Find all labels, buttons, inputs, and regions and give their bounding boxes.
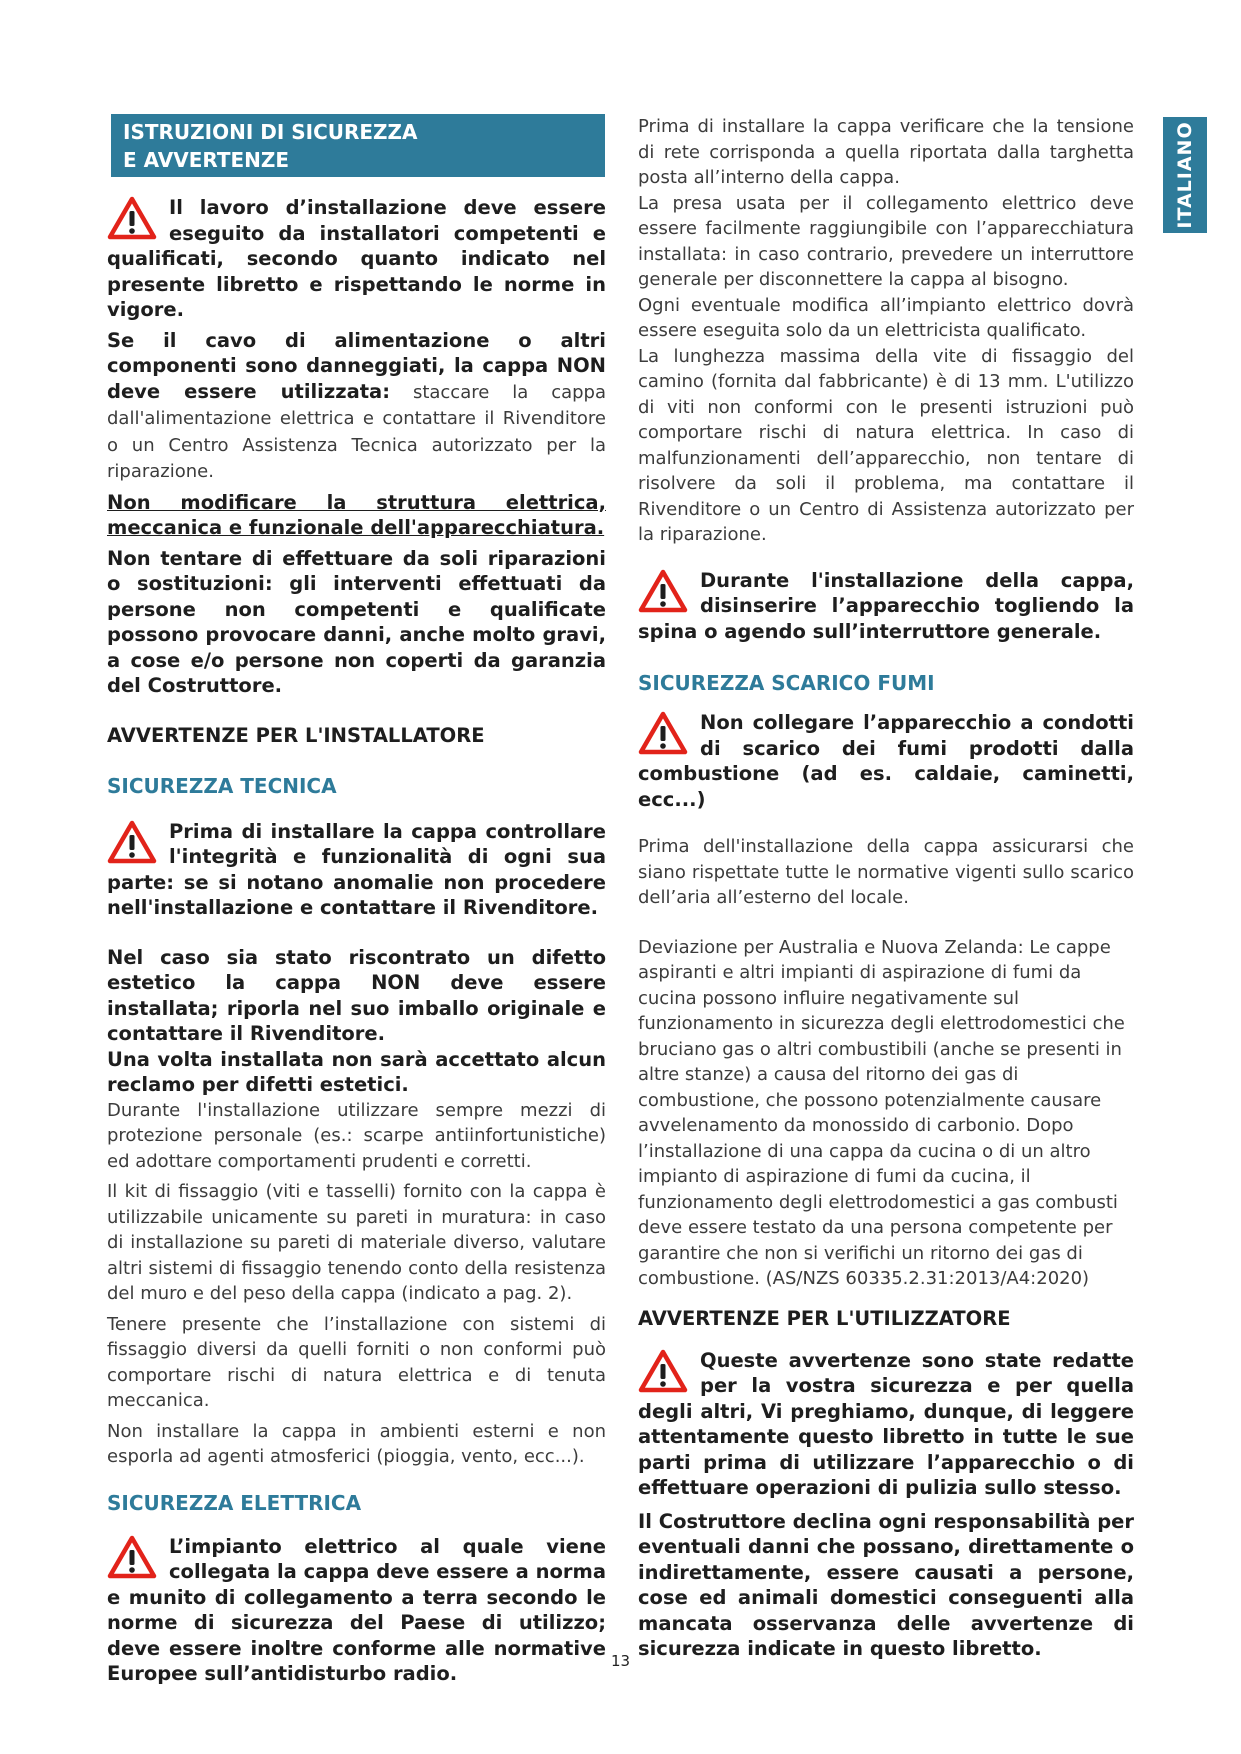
no-self-repair-paragraph: Non tentare di effettuare da soli riparazioni o sostituzioni: gli interventi effettuati da persone non competenti e qualificate possono provocare danni, anche molto gravi, a cose e/o persone non coperti da garanzia del Costruttore.	[107, 546, 606, 697]
voltage-paragraph: Prima di installare la cappa verificare che la tensione di rete corrisponda a quella riportata dalla targhetta posta all’interno della cappa.	[638, 116, 1134, 188]
do-not-modify-paragraph: Non modificare la struttura elettrica, meccanica e funzionale dell'apparecchiatura.	[107, 490, 606, 539]
regulations-paragraph: Prima dell'installazione della cappa assicurarsi che siano rispettate tutte le normative vigenti sullo scarico dell’aria all’esterno del locale.	[638, 836, 1134, 908]
disconnect-warning: Durante l'installazione della cappa, disinserire l’apparecchio togliendo la spina o agendo sull’interruttore generale.	[638, 568, 1134, 643]
outdoor-paragraph: Non installare la cappa in ambienti esterni e non esporla ad agenti atmosferici (pioggia, vento, ecc...).	[107, 1420, 606, 1467]
electrician-paragraph: Ogni eventuale modifica all’impianto elettrico dovrà essere eseguita solo da un elettricista qualificato.	[638, 294, 1134, 341]
integrity-check-warning: Prima di installare la cappa controllare l'integrità e funzionalità di ogni sua parte: se si notano anomalie non procedere nell'installazione e contattare il Rivenditore.	[107, 819, 606, 919]
aesthetic-defect-paragraph: Nel caso sia stato riscontrato un difetto estetico la cappa NON deve essere installata; riporla nel suo imballo originale e contattare il Rivenditore.	[107, 945, 606, 1045]
language-tab	[1163, 117, 1207, 233]
safety-header-line1: ISTRUZIONI DI SICUREZZA	[123, 120, 418, 144]
warning-triangle-icon	[638, 1349, 688, 1393]
fixing-kit-paragraph: Il kit di fissaggio (viti e tasselli) fornito con la cappa è utilizzabile unicamente su pareti in muratura: in caso di installazione su pareti di materiale diverso, valutare altri sistemi di fissaggio tenendo conto della resistenza del muro e del peso della cappa (indicato a pag. 2).	[107, 1181, 606, 1304]
protective-equipment-paragraph: Durante l'installazione utilizzare sempre mezzi di protezione personale (es.: scarpe antiinfortunistiche) ed adottare comportamenti prudenti e corretti.	[107, 1099, 606, 1172]
electrical-system-warning: L’impianto elettrico al quale viene collegata la cappa deve essere a norma e munito di collegamento a terra secondo le norme di sicurezza del Paese di utilizzo; deve essere inoltre conforme alle normative Europee sull’antidisturbo radio.	[107, 1534, 606, 1685]
safety-header	[111, 114, 605, 177]
australia-nz-paragraph: Deviazione per Australia e Nuova Zelanda: Le cappe aspiranti e altri impianti di aspirazione di fumi da cucina possono influire negativamente sul funzionamento in sicurezza degli elettrodomestici che bruciano gas o altri combustibili (anche se presenti in altre stanze) a causa del ritorno dei gas di combustione, che possono potenzialmente causare avvelenamento da monossido di carbonio. Dopo l’installazione di una cappa da cucina o di un altro impianto di aspirazione di fumi da cucina, il funzionamento degli elettrodomestici a gas combusti deve essere testato da una persona competente per garantire che non si verifichi un ritorno dei gas di combustione. (AS/NZS 60335.2.31:2013/A4:2020)	[638, 936, 1125, 1289]
damaged-cable-paragraph	[107, 328, 606, 485]
screw-length-paragraph: La lunghezza massima della vite di fissaggio del camino (fornita dal fabbricante) è di 13 mm. L'utilizzo di viti non conformi con le presenti istruzioni può comportare rischi di natura elettrica. In caso di malfunzionamenti dell’apparecchio, non tentare di risolvere da soli il problema, ma contattare il Rivenditore o un Centro di Assistenza autorizzato per la riparazione.	[638, 345, 1134, 545]
electrical-safety-heading: SICUREZZA ELETTRICA	[107, 1490, 362, 1515]
user-warnings-heading: AVVERTENZE PER L'UTILIZZATORE	[638, 1306, 1011, 1330]
socket-paragraph: La presa usata per il collegamento elettrico deve essere facilmente raggiungibile con l’apparecchiatura installata: in caso contrario, prevedere un interruttore generale per disconnettere la cappa al bisogno.	[638, 192, 1134, 290]
installer-warnings-heading: AVVERTENZE PER L'INSTALLATORE	[107, 723, 485, 747]
fumes-safety-heading: SICUREZZA SCARICO FUMI	[638, 671, 935, 695]
installer-competence-warning: Il lavoro d’installazione deve essere eseguito da installatori competenti e qualificati, secondo quanto indicato nel presente libretto e rispettando le norme in vigore.	[107, 196, 606, 321]
right-column	[638, 114, 1134, 1662]
liability-paragraph: Il Costruttore declina ogni responsabilità per eventuali danni che possano, direttamente o indirettamente, essere causati a persone, cose ed animali domestici conseguenti alla mancata osservanza delle avvertenze di sicurezza indicate in questo libretto.	[638, 1509, 1134, 1660]
warning-triangle-icon	[107, 820, 157, 864]
warning-triangle-icon	[638, 569, 688, 613]
left-column	[107, 114, 606, 1687]
damaged-cable-bold: Se il cavo di alimentazione o altri componenti sono danneggiati, la cappa NON deve essere utilizzata:	[107, 328, 606, 403]
read-manual-warning: Queste avvertenze sono state redatte per la vostra sicurezza e per quella degli altri, Vi preghiamo, dunque, di leggere attentamente questo libretto in tutte le sue parti prima di utilizzare l’apparecchio o di effettuare operazioni di pulizia sullo stesso.	[638, 1348, 1134, 1499]
page-number: 13	[610, 1652, 631, 1670]
language-tab-label: ITALIANO	[1174, 121, 1196, 229]
damaged-cable-normal: staccare la cappa dall'alimentazione elettrica e contattare il Rivenditore o un Centro Assistenza Tecnica autorizzato per la riparazione.	[107, 381, 606, 482]
warning-triangle-icon	[107, 1535, 157, 1579]
warning-triangle-icon	[107, 196, 157, 240]
combustion-ducts-warning: Non collegare l’apparecchio a condotti di scarico dei fumi prodotti dalla combustione (ad es. caldaie, caminetti, ecc...)	[638, 711, 1134, 811]
warning-triangle-icon	[638, 711, 688, 755]
fixing-systems-paragraph: Tenere presente che l’installazione con sistemi di fissaggio diversi da quelli forniti o non conformi può comportare rischi di natura elettrica e di tenuta meccanica.	[107, 1313, 606, 1411]
no-claims-paragraph: Una volta installata non sarà accettato alcun reclamo per difetti estetici.	[107, 1047, 606, 1096]
technical-safety-heading: SICUREZZA TECNICA	[107, 773, 337, 798]
safety-header-line2: E AVVERTENZE	[123, 148, 290, 172]
